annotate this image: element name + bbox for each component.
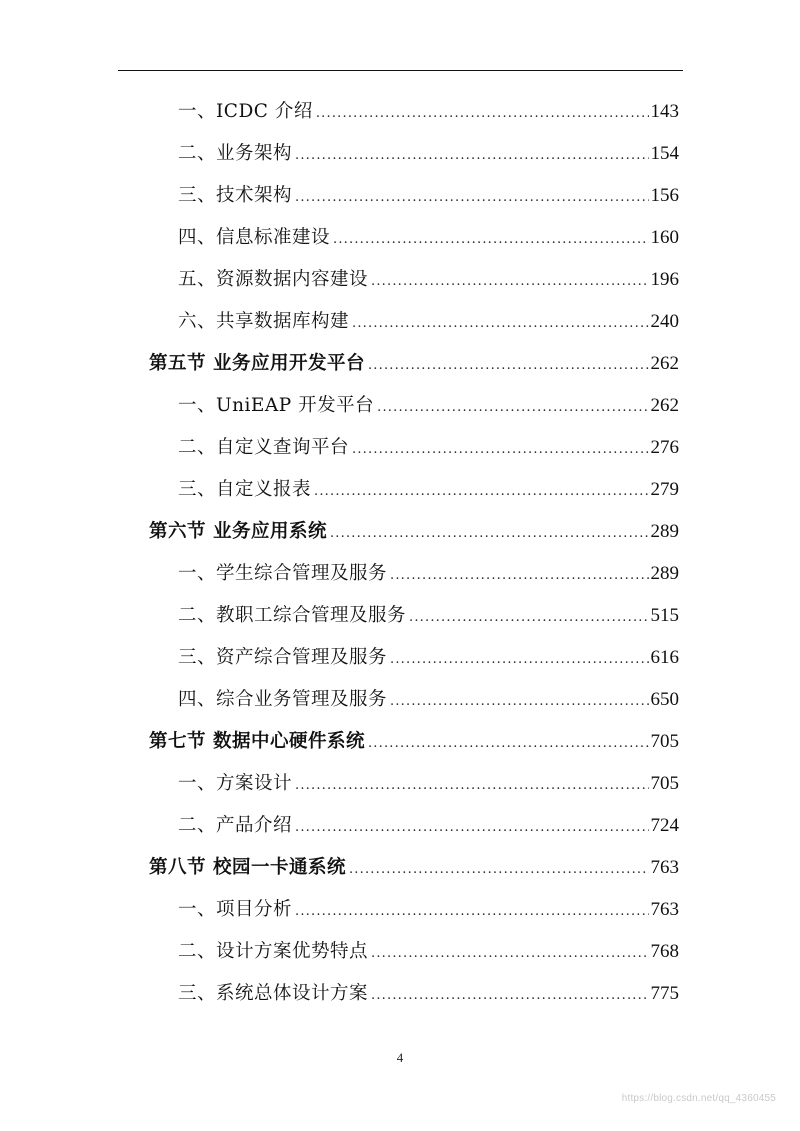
toc-dot-leader	[377, 393, 648, 423]
toc-dot-leader	[295, 813, 648, 843]
toc-entry[interactable]	[178, 433, 679, 463]
toc-entry-title: 二、业务架构	[178, 143, 293, 164]
toc-page-number: 650	[650, 689, 679, 710]
toc-entry-title: 第八节 校园一卡通系统	[149, 857, 346, 878]
toc-dot-leader	[368, 351, 649, 381]
toc-entry-title: 一、ICDC 介绍	[178, 101, 313, 122]
toc-dot-leader	[371, 981, 648, 1011]
toc-page-number: 276	[650, 437, 679, 458]
toc-page-number: 154	[650, 143, 679, 164]
toc-page-number: 724	[650, 815, 679, 836]
toc-dot-leader	[314, 477, 648, 507]
toc-dot-leader	[371, 939, 648, 969]
toc-entry[interactable]	[178, 307, 679, 337]
toc-entry[interactable]	[178, 769, 679, 799]
toc-entry-title: 二、教职工综合管理及服务	[178, 605, 407, 626]
toc-page-number: 763	[650, 899, 679, 920]
toc-dot-leader	[368, 729, 649, 759]
toc-page-number: 289	[650, 563, 679, 584]
toc-entry-title: 一、方案设计	[178, 773, 293, 794]
toc-dot-leader	[295, 141, 648, 171]
toc-dot-leader	[295, 897, 648, 927]
toc-entry[interactable]	[178, 223, 679, 253]
toc-entry[interactable]	[178, 643, 679, 673]
header-rule	[118, 70, 683, 71]
toc-page-number: 768	[650, 941, 679, 962]
toc-entry[interactable]	[178, 559, 679, 589]
toc-entry-title: 三、自定义报表	[178, 479, 312, 500]
toc-dot-leader	[333, 225, 648, 255]
toc-page-number: 279	[650, 479, 679, 500]
toc-entry[interactable]	[178, 97, 679, 127]
page-number: 4	[396, 1050, 404, 1065]
toc-entry[interactable]	[178, 685, 679, 715]
toc-dot-leader	[316, 99, 649, 129]
toc-dot-leader	[295, 771, 648, 801]
toc-dot-leader	[330, 519, 649, 549]
toc-page-number: 775	[650, 983, 679, 1004]
toc-section-entry[interactable]	[149, 853, 679, 883]
toc-page-number: 262	[650, 353, 679, 374]
toc-entry[interactable]	[178, 979, 679, 1009]
toc-page-number: 262	[650, 395, 679, 416]
toc-entry[interactable]	[178, 601, 679, 631]
toc-dot-leader	[390, 645, 648, 675]
toc-section-entry[interactable]	[149, 349, 679, 379]
toc-entry-title: 第五节 业务应用开发平台	[149, 353, 365, 374]
toc-dot-leader	[390, 687, 648, 717]
toc-entry-title: 第六节 业务应用系统	[149, 521, 327, 542]
toc-entry-title: 一、项目分析	[178, 899, 293, 920]
toc-entry[interactable]	[178, 265, 679, 295]
toc-entry-title: 二、设计方案优势特点	[178, 941, 369, 962]
toc-page-number: 705	[650, 731, 679, 752]
toc-entry-title: 三、系统总体设计方案	[178, 983, 369, 1004]
toc-page-number: 705	[650, 773, 679, 794]
toc-entry-title: 五、资源数据内容建设	[178, 269, 369, 290]
toc-entry[interactable]	[178, 475, 679, 505]
toc-dot-leader	[390, 561, 648, 591]
toc-section-entry[interactable]	[149, 727, 679, 757]
toc-dot-leader	[349, 855, 649, 885]
toc-entry[interactable]	[178, 391, 679, 421]
toc-dot-leader	[352, 309, 648, 339]
toc-page-number: 616	[650, 647, 679, 668]
toc-page-number: 143	[650, 101, 679, 122]
toc-dot-leader	[371, 267, 648, 297]
toc-entry-title: 三、资产综合管理及服务	[178, 647, 388, 668]
toc-entry-title: 六、共享数据库构建	[178, 311, 350, 332]
toc-dot-leader	[352, 435, 648, 465]
toc-entry-title: 二、自定义查询平台	[178, 437, 350, 458]
toc-page-number: 289	[650, 521, 679, 542]
toc-entry-title: 一、学生综合管理及服务	[178, 563, 388, 584]
toc-entry[interactable]	[178, 937, 679, 967]
toc-dot-leader	[295, 183, 648, 213]
toc-entry[interactable]	[178, 139, 679, 169]
toc-entry[interactable]	[178, 181, 679, 211]
toc-entry-title: 第七节 数据中心硬件系统	[149, 731, 365, 752]
toc-page-number: 763	[650, 857, 679, 878]
toc-entry-title: 三、技术架构	[178, 185, 293, 206]
toc-page-number: 160	[650, 227, 679, 248]
toc-entry-title: 四、信息标准建设	[178, 227, 331, 248]
watermark-text: https://blog.csdn.net/qq_4360455	[621, 1093, 776, 1104]
toc-section-entry[interactable]	[149, 517, 679, 547]
toc-entry-title: 二、产品介绍	[178, 815, 293, 836]
toc-dot-leader	[409, 603, 648, 633]
toc-page-number: 515	[650, 605, 679, 626]
toc-entry-title: 四、综合业务管理及服务	[178, 689, 388, 710]
toc-entry[interactable]	[178, 811, 679, 841]
toc-page-number: 196	[650, 269, 679, 290]
toc-entry[interactable]	[178, 895, 679, 925]
toc-page-number: 240	[650, 311, 679, 332]
toc-entry-title: 一、UniEAP 开发平台	[178, 395, 375, 416]
toc-page-number: 156	[650, 185, 679, 206]
